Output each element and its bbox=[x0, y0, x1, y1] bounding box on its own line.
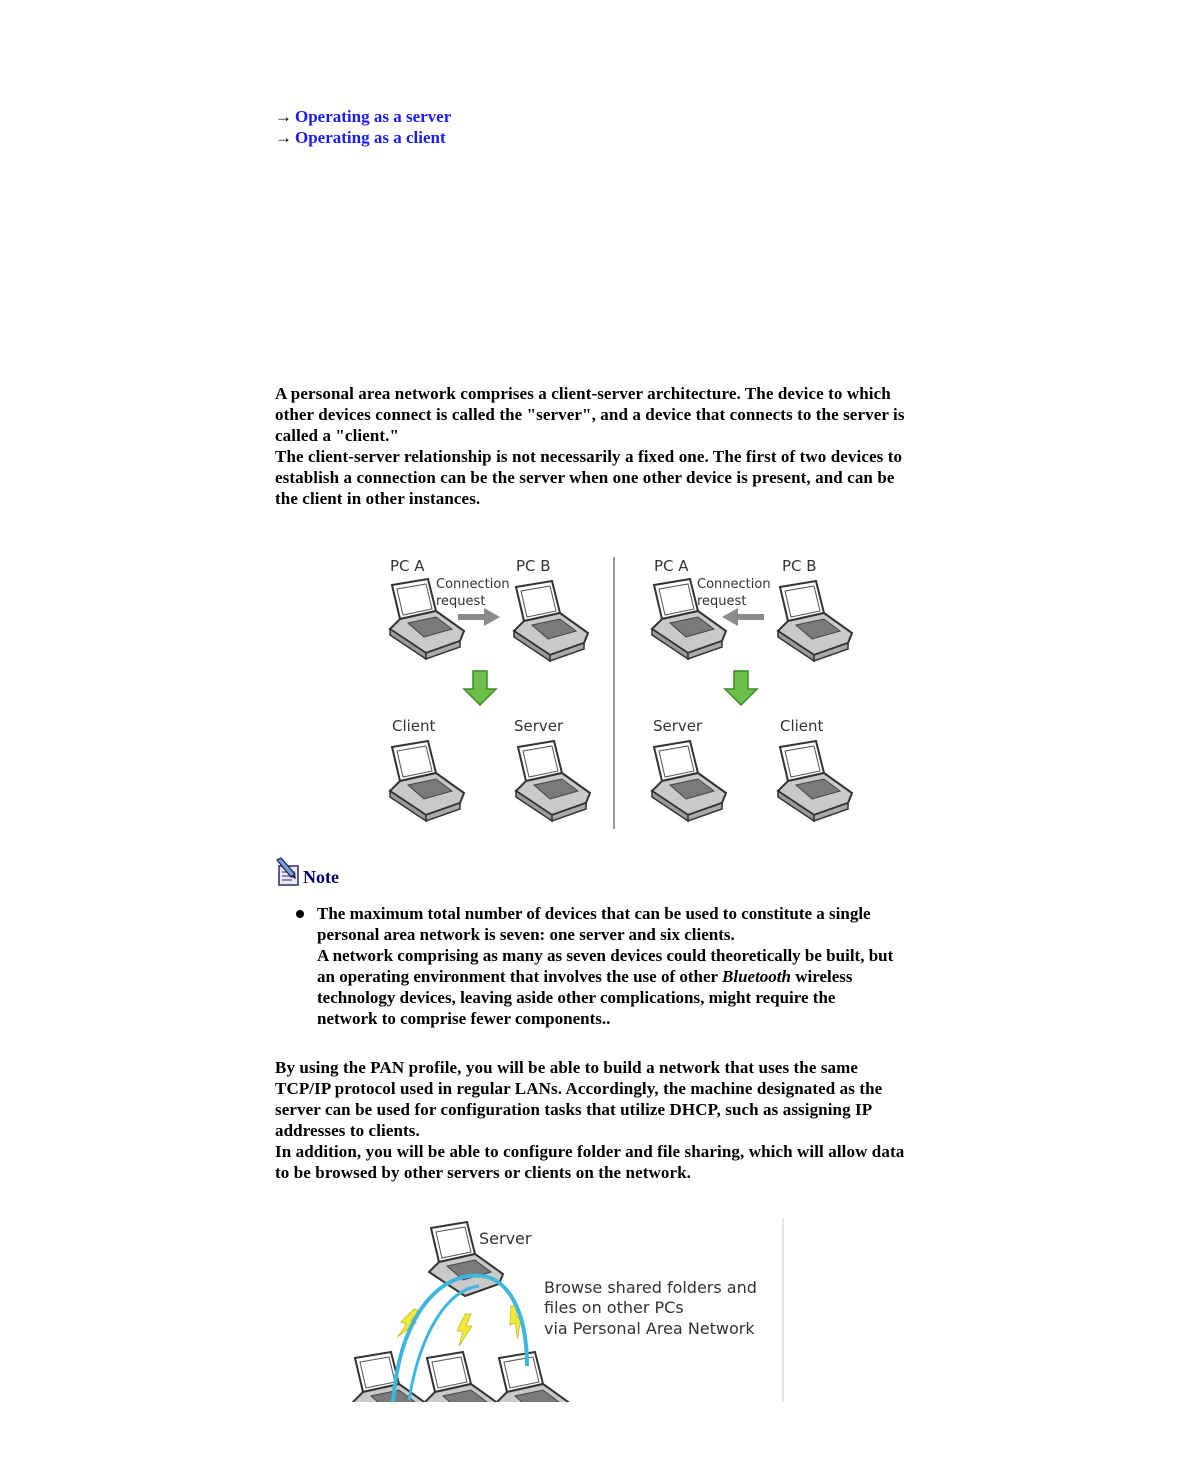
label-server: Server bbox=[514, 717, 564, 735]
text-line: technology devices, leaving aside other complications, might require the bbox=[317, 988, 836, 1007]
label-client: Client bbox=[392, 717, 436, 735]
text-line: called a "client." bbox=[275, 426, 400, 445]
text-line: server can be used for configuration tasks that utilize DHCP, such as assigning IP bbox=[275, 1100, 873, 1119]
text-line: establish a connection can be the server when one other device is present, and can be bbox=[275, 468, 895, 487]
text-line: network to comprise fewer components.. bbox=[317, 1009, 611, 1028]
text-line: to be browsed by other servers or clients on the network. bbox=[275, 1163, 692, 1182]
list-item bbox=[295, 903, 975, 1029]
laptop-icon bbox=[497, 1352, 571, 1402]
label-request: request bbox=[697, 594, 747, 609]
caption-line: files on other PCs bbox=[544, 1298, 684, 1317]
text-fragment: wireless bbox=[790, 967, 853, 986]
label-connection: Connection bbox=[436, 577, 510, 592]
text-line: By using the PAN profile, you will be able to build a network that uses the same bbox=[275, 1058, 859, 1077]
pan-profile-paragraph bbox=[275, 1057, 975, 1183]
laptop-icon bbox=[516, 741, 590, 821]
text-line: the client in other instances. bbox=[275, 489, 481, 508]
label-pc-b: PC B bbox=[516, 557, 551, 575]
wireless-signal-icon bbox=[457, 1314, 472, 1346]
laptop-icon bbox=[514, 581, 588, 661]
laptop-icon bbox=[652, 741, 726, 821]
link-operating-as-server[interactable]: Operating as a server bbox=[295, 107, 452, 126]
arrow-right-icon bbox=[458, 608, 500, 626]
arrow-left-icon bbox=[722, 608, 764, 626]
label-client: Client bbox=[780, 717, 824, 735]
text-line: other devices connect is called the "server", and a device that connects to the server is bbox=[275, 405, 905, 424]
section-links bbox=[275, 106, 451, 148]
label-pc-a: PC A bbox=[654, 557, 689, 575]
laptop-icon bbox=[778, 741, 852, 821]
label-server: Server bbox=[653, 717, 703, 735]
label-pc-b: PC B bbox=[782, 557, 817, 575]
laptop-icon bbox=[390, 741, 464, 821]
text-fragment: an operating environment that involves the use of other bbox=[317, 967, 723, 986]
caption-line: via Personal Area Network bbox=[544, 1319, 755, 1338]
arrow-down-icon bbox=[725, 671, 757, 705]
text-line: The maximum total number of devices that can be used to constitute a single bbox=[317, 904, 871, 923]
client-server-diagram bbox=[384, 551, 858, 831]
note-list bbox=[295, 903, 975, 1029]
text-line: addresses to clients. bbox=[275, 1121, 420, 1140]
laptop-icon bbox=[778, 581, 852, 661]
text-line: A personal area network comprises a client-server architecture. The device to which bbox=[275, 384, 891, 403]
laptop-icon bbox=[425, 1352, 499, 1402]
note-pencil-icon bbox=[274, 857, 302, 887]
label-request: request bbox=[436, 594, 486, 609]
file-sharing-diagram bbox=[349, 1218, 785, 1402]
link-row-server bbox=[275, 106, 451, 127]
arrow-right-icon: → bbox=[275, 107, 292, 126]
note-heading bbox=[274, 857, 339, 887]
arrow-down-icon bbox=[464, 671, 496, 705]
link-row-client bbox=[275, 127, 451, 148]
text-line: The client-server relationship is not necessarily a fixed one. The first of two devices to bbox=[275, 447, 903, 466]
label-pc-a: PC A bbox=[390, 557, 425, 575]
intro-paragraph bbox=[275, 383, 975, 509]
text-line: A network comprising as many as seven devices could theoretically be built, but bbox=[317, 946, 894, 965]
note-label: Note bbox=[303, 867, 339, 887]
label-connection: Connection bbox=[697, 577, 771, 592]
bluetooth-term: Bluetooth bbox=[722, 967, 791, 986]
text-line: personal area network is seven: one server and six clients. bbox=[317, 925, 735, 944]
text-line: TCP/IP protocol used in regular LANs. Accordingly, the machine designated as the bbox=[275, 1079, 883, 1098]
arrow-right-icon: → bbox=[275, 128, 292, 147]
link-operating-as-client[interactable]: Operating as a client bbox=[295, 128, 446, 147]
text-line: In addition, you will be able to configure folder and file sharing, which will allow data bbox=[275, 1142, 905, 1161]
label-server: Server bbox=[479, 1229, 532, 1248]
caption-line: Browse shared folders and bbox=[544, 1278, 757, 1297]
laptop-icon bbox=[353, 1352, 427, 1402]
text-line bbox=[317, 966, 975, 987]
